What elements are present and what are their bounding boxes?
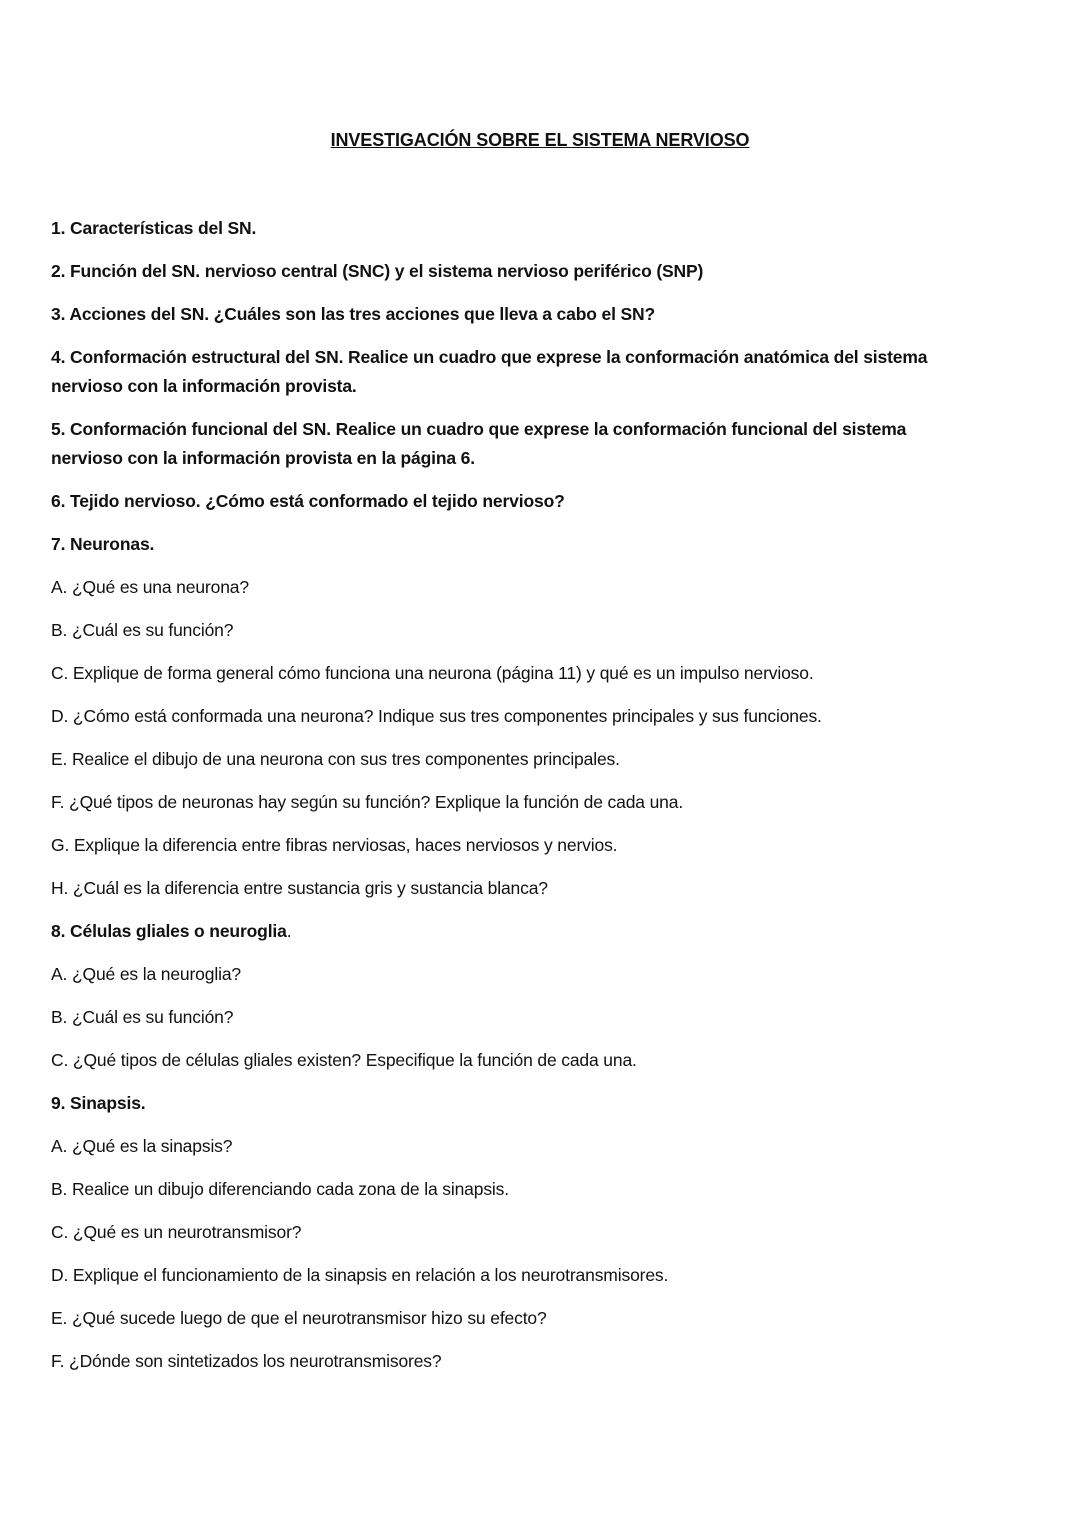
question-text: B. Realice un dibujo diferenciando cada zona de la sinapsis. xyxy=(51,1179,509,1199)
question-bold-text-continued: nervioso con la información provista. xyxy=(51,376,357,396)
question-heading xyxy=(51,487,1051,516)
question-bold-text: 9. Sinapsis. xyxy=(51,1093,146,1113)
question-heading xyxy=(51,257,1051,286)
question-text: D. Explique el funcionamiento de la sinapsis en relación a los neurotransmisores. xyxy=(51,1265,669,1285)
question-item xyxy=(51,573,1051,602)
question-item xyxy=(51,788,1051,817)
question-text: F. ¿Qué tipos de neuronas hay según su función? Explique la función de cada una. xyxy=(51,792,684,812)
question-text: H. ¿Cuál es la diferencia entre sustancia gris y sustancia blanca? xyxy=(51,878,548,898)
question-text: E. Realice el dibujo de una neurona con sus tres componentes principales. xyxy=(51,749,620,769)
question-heading xyxy=(51,530,1051,559)
question-text: E. ¿Qué sucede luego de que el neurotransmisor hizo su efecto? xyxy=(51,1308,547,1328)
question-item xyxy=(51,874,1051,903)
question-text: C. ¿Qué tipos de células gliales existen? Especifique la función de cada una. xyxy=(51,1050,637,1070)
question-item xyxy=(51,960,1051,989)
question-item xyxy=(51,1261,1051,1290)
question-heading xyxy=(51,1089,1051,1118)
question-text: A. ¿Qué es una neurona? xyxy=(51,577,249,597)
question-item xyxy=(51,917,1051,946)
question-item xyxy=(51,1046,1051,1075)
question-text: B. ¿Cuál es su función? xyxy=(51,620,234,640)
question-text: . xyxy=(286,921,292,941)
question-bold-text: 7. Neuronas. xyxy=(51,534,155,554)
question-bold-text: 6. Tejido nervioso. ¿Cómo está conformado el tejido nervioso? xyxy=(51,491,565,511)
question-text: G. Explique la diferencia entre fibras nerviosas, haces nerviosos y nervios. xyxy=(51,835,618,855)
question-heading xyxy=(51,343,1051,401)
question-list xyxy=(51,214,1051,1390)
question-bold-text: 3. Acciones del SN. ¿Cuáles son las tres acciones que lleva a cabo el SN? xyxy=(51,304,656,324)
question-bold-text: 8. Células gliales o neuroglia xyxy=(51,921,287,941)
question-bold-text: 4. Conformación estructural del SN. Realice un cuadro que exprese la conformación anatómica del sistema xyxy=(51,347,928,367)
question-item xyxy=(51,1175,1051,1204)
question-item xyxy=(51,1218,1051,1247)
question-item xyxy=(51,1304,1051,1333)
question-bold-text: 2. Función del SN. nervioso central (SNC) y el sistema nervioso periférico (SNP) xyxy=(51,261,704,281)
question-text: C. Explique de forma general cómo funciona una neurona (página 11) y qué es un impulso nervioso. xyxy=(51,663,814,683)
question-item xyxy=(51,659,1051,688)
question-text: D. ¿Cómo está conformada una neurona? Indique sus tres componentes principales y sus funciones. xyxy=(51,706,822,726)
question-bold-text: 1. Características del SN. xyxy=(51,218,257,238)
document-title: INVESTIGACIÓN SOBRE EL SISTEMA NERVIOSO xyxy=(330,130,750,150)
question-text: F. ¿Dónde son sintetizados los neurotransmisores? xyxy=(51,1351,442,1371)
question-text: B. ¿Cuál es su función? xyxy=(51,1007,234,1027)
question-item xyxy=(51,1347,1051,1376)
question-bold-text: 5. Conformación funcional del SN. Realice un cuadro que exprese la conformación funcional del sistema xyxy=(51,419,907,439)
question-item xyxy=(51,1003,1051,1032)
question-item xyxy=(51,702,1051,731)
question-heading xyxy=(51,214,1051,243)
question-item xyxy=(51,831,1051,860)
question-heading xyxy=(51,300,1051,329)
question-text: A. ¿Qué es la sinapsis? xyxy=(51,1136,233,1156)
question-item xyxy=(51,745,1051,774)
question-item xyxy=(51,616,1051,645)
question-heading xyxy=(51,415,1051,473)
question-text: C. ¿Qué es un neurotransmisor? xyxy=(51,1222,302,1242)
question-item xyxy=(51,1132,1051,1161)
question-text: A. ¿Qué es la neuroglia? xyxy=(51,964,241,984)
question-bold-text-continued: nervioso con la información provista en la página 6. xyxy=(51,448,475,468)
